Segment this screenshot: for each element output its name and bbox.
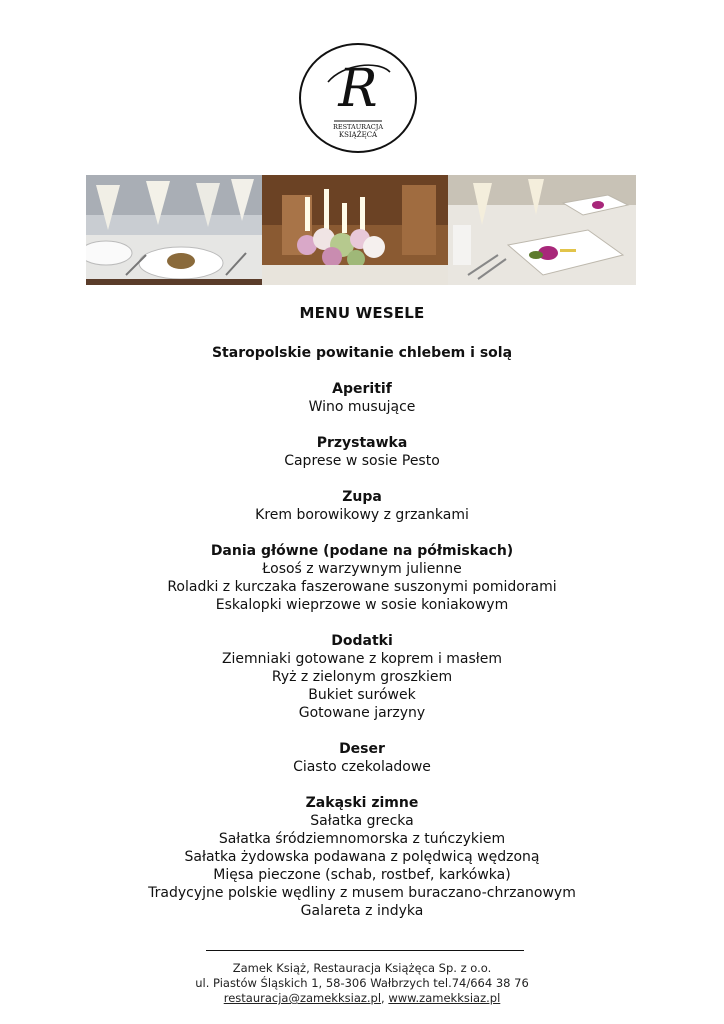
menu-item: Bukiet surówek	[308, 687, 416, 703]
plated-dish-photo	[448, 175, 636, 285]
menu-item: Wino musujące	[308, 399, 416, 415]
logo-monogram: R	[338, 59, 378, 119]
menu-section	[0, 488, 724, 524]
footer-separator: ,	[381, 991, 389, 1005]
email-link[interactable]: restauracja@zamekksiaz.pl	[223, 991, 382, 1005]
section-heading: Przystawka	[316, 435, 408, 451]
menu-item: Gotowane jarzyny	[298, 705, 426, 721]
menu-item: Eskalopki wieprzowe w sosie koniakowym	[215, 597, 509, 613]
menu-item: Ciasto czekoladowe	[293, 759, 431, 775]
footer	[0, 961, 724, 1006]
section-heading: Dania główne (podane na półmiskach)	[210, 543, 514, 559]
menu-section	[0, 542, 724, 614]
welcome-line: Staropolskie powitanie chlebem i solą	[211, 345, 513, 361]
menu-item: Sałatka grecka	[310, 813, 414, 829]
menu-item: Galareta z indyka	[300, 903, 424, 919]
menu-section	[0, 434, 724, 470]
section-heading: Aperitif	[332, 381, 392, 397]
section-heading: Dodatki	[331, 633, 393, 649]
logo-text-line1: RESTAURACJA	[332, 123, 384, 131]
menu-section	[0, 632, 724, 722]
menu-title: MENU WESELE	[299, 304, 425, 322]
restaurant-logo	[298, 42, 418, 154]
section-heading: Zupa	[342, 489, 382, 505]
footer-address: ul. Piastów Śląskich 1, 58-306 Wałbrzych tel.74/664 38 76	[195, 976, 529, 990]
menu-sections	[0, 380, 724, 920]
table-setting-photo	[86, 175, 262, 285]
menu-item: Mięsa pieczone (schab, rostbef, karkówka)	[213, 867, 511, 883]
footer-contact	[0, 991, 724, 1006]
menu-item: Sałatka żydowska podawana z polędwicą wędzoną	[184, 849, 540, 865]
menu-item: Tradycyjne polskie wędliny z musem buraczano-chrzanowym	[148, 885, 576, 901]
website-link[interactable]: www.zamekksiaz.pl	[388, 991, 501, 1005]
footer-divider	[206, 950, 524, 951]
menu-item: Roladki z kurczaka faszerowane suszonymi pomidorami	[167, 579, 557, 595]
menu-item: Ziemniaki gotowane z koprem i masłem	[221, 651, 503, 667]
section-heading: Zakąski zimne	[305, 795, 419, 811]
photo-strip	[86, 175, 636, 285]
logo-emblem	[298, 42, 418, 154]
logo-text-line2: KSIĄŻĘCA	[338, 131, 378, 139]
menu-content	[0, 344, 724, 938]
menu-item: Ryż z zielonym groszkiem	[271, 669, 453, 685]
menu-section	[0, 794, 724, 920]
footer-company: Zamek Książ, Restauracja Książęca Sp. z o.o.	[232, 961, 492, 975]
menu-item: Łosoś z warzywnym julienne	[262, 561, 462, 577]
section-heading: Deser	[339, 741, 385, 757]
menu-section	[0, 740, 724, 776]
menu-item: Sałatka śródziemnomorska z tuńczykiem	[218, 831, 506, 847]
menu-item: Caprese w sosie Pesto	[284, 453, 440, 469]
flower-candles-photo	[262, 175, 448, 285]
menu-item: Krem borowikowy z grzankami	[255, 507, 469, 523]
menu-section	[0, 380, 724, 416]
